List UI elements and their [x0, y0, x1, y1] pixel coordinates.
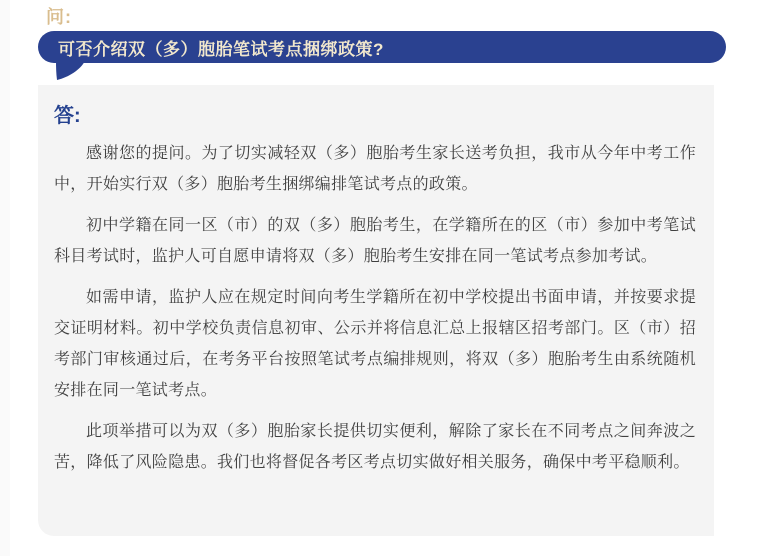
- answer-paragraph: 此项举措可以为双（多）胞胎家长提供切实便利，解除了家长在不同考点之间奔波之苦，降低了风险隐患。我们也将督促各考区考点切实做好相关服务，确保中考平稳顺利。: [54, 423, 696, 471]
- page-left-strip: [0, 0, 10, 556]
- answer-paragraph: 初中学籍在同一区（市）的双（多）胞胎考生，在学籍所在的区（市）参加中考笔试科目考试时，监护人可自愿申请将双（多）胞胎考生安排在同一笔试考点参加考试。: [54, 217, 696, 265]
- answer-paragraph: 如需申请，监护人应在规定时间向考生学籍所在初中学校提出书面申请，并按要求提交证明材料。初中学校负责信息初审、公示并将信息汇总上报辖区招考部门。区（市）招考部门审核通过后，在考务平台按照笔试考点编排规则，将双（多）胞胎考生由系统随机安排在同一笔试考点。: [54, 289, 696, 399]
- question-text: 可否介绍双（多）胞胎笔试考点捆绑政策?: [58, 39, 384, 59]
- question-bubble: [38, 31, 726, 63]
- question-label: 问:: [46, 7, 72, 27]
- answer-card: [38, 85, 714, 536]
- answer-label: 答:: [54, 105, 81, 127]
- speech-bubble-tail-icon: [55, 61, 85, 81]
- answer-paragraph: 感谢您的提问。为了切实减轻双（多）胞胎考生家长送考负担，我市从今年中考工作中，开始实行双（多）胞胎考生捆绑编排笔试考点的政策。: [54, 145, 696, 193]
